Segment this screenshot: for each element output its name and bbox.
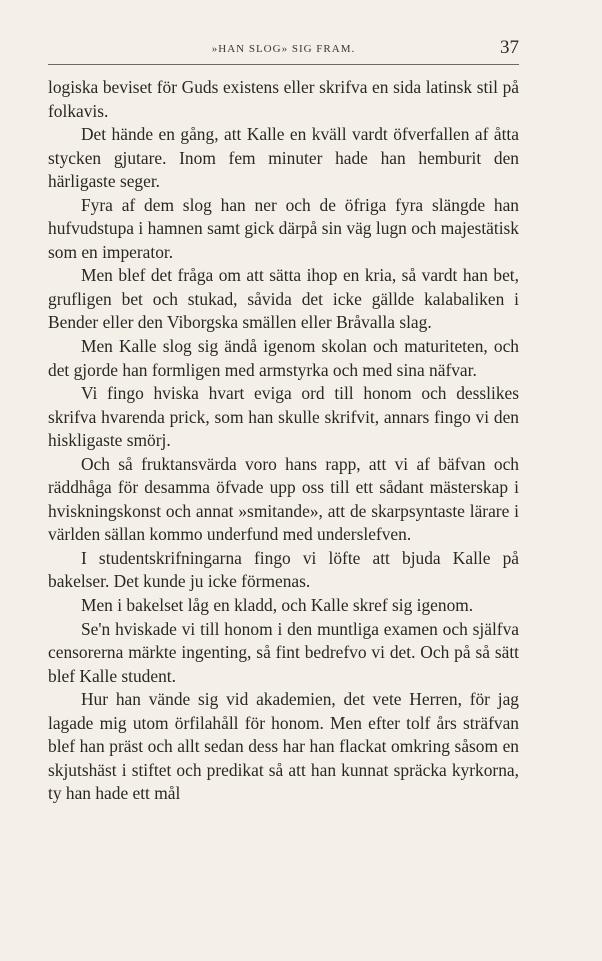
page-number: 37 bbox=[500, 37, 519, 58]
paragraph: Och så fruktansvärda voro hans rapp, att vi af bäfvan och räddhåga för desamma öfvade upp oss till ett sådant mästerskap i hviskningskonst och annat »smitande», att de skarpsyntaste lärare i världen sällan kommo underfund med underslefven. bbox=[48, 453, 519, 545]
running-head: »HAN SLOG» SIG FRAM. bbox=[211, 43, 356, 55]
paragraph: Hur han vände sig vid akademien, det vete Herren, för jag lagade mig utom örfilahåll för honom. Men efter tolf års sträfvan blef han präst och allt sedan dess har han flackat omkring såsom en skjutshäst i stiftet och predikat så att han kunnat spräcka kyrkorna, ty han hade ett mål bbox=[48, 689, 519, 804]
paragraph: Vi fingo hviska hvart eviga ord till honom och desslikes skrifva hvarenda prick, som han skulle skrifvit, annars fingo vi den hiskligaste smörj. bbox=[48, 383, 519, 451]
paragraph: Det hände en gång, att Kalle en kväll vardt öfverfallen af åtta stycken gjutare. Inom fem minuter hade han hemburit den härligaste seger. bbox=[48, 124, 519, 192]
paragraph: logiska beviset för Guds existens eller skrifva en sida latinsk stil på folkavis. bbox=[48, 77, 519, 121]
paragraph: Fyra af dem slog han ner och de öfriga fyra slängde han hufvudstupa i hamnen samt gick därpå sin väg lugn och majestätisk som en imperator. bbox=[48, 194, 519, 262]
paragraph: I studentskrifningarna fingo vi löfte att bjuda Kalle på bakelser. Det kunde ju icke förmenas. bbox=[48, 547, 519, 592]
paragraph: Men i bakelset låg en kladd, och Kalle skref sig igenom. bbox=[81, 595, 474, 616]
paragraph: Men blef det fråga om att sätta ihop en kria, så vardt han bet, grufligen bet och stukad, såvida det icke gällde kalabaliken i Bender eller den Viborgska smällen eller Bråvalla slag. bbox=[48, 265, 519, 333]
page-header bbox=[48, 37, 519, 65]
paragraph: Men Kalle slog sig ändå igenom skolan och maturiteten, och det gjorde han formligen med armstyrka och med sina näfvar. bbox=[48, 336, 519, 380]
body-text bbox=[48, 76, 519, 806]
paragraph: Se'n hviskade vi till honom i den muntliga examen och själfva censorerna märkte ingenting, så fint bedrefvo vi det. Och på så sätt blef Kalle student. bbox=[48, 618, 519, 686]
